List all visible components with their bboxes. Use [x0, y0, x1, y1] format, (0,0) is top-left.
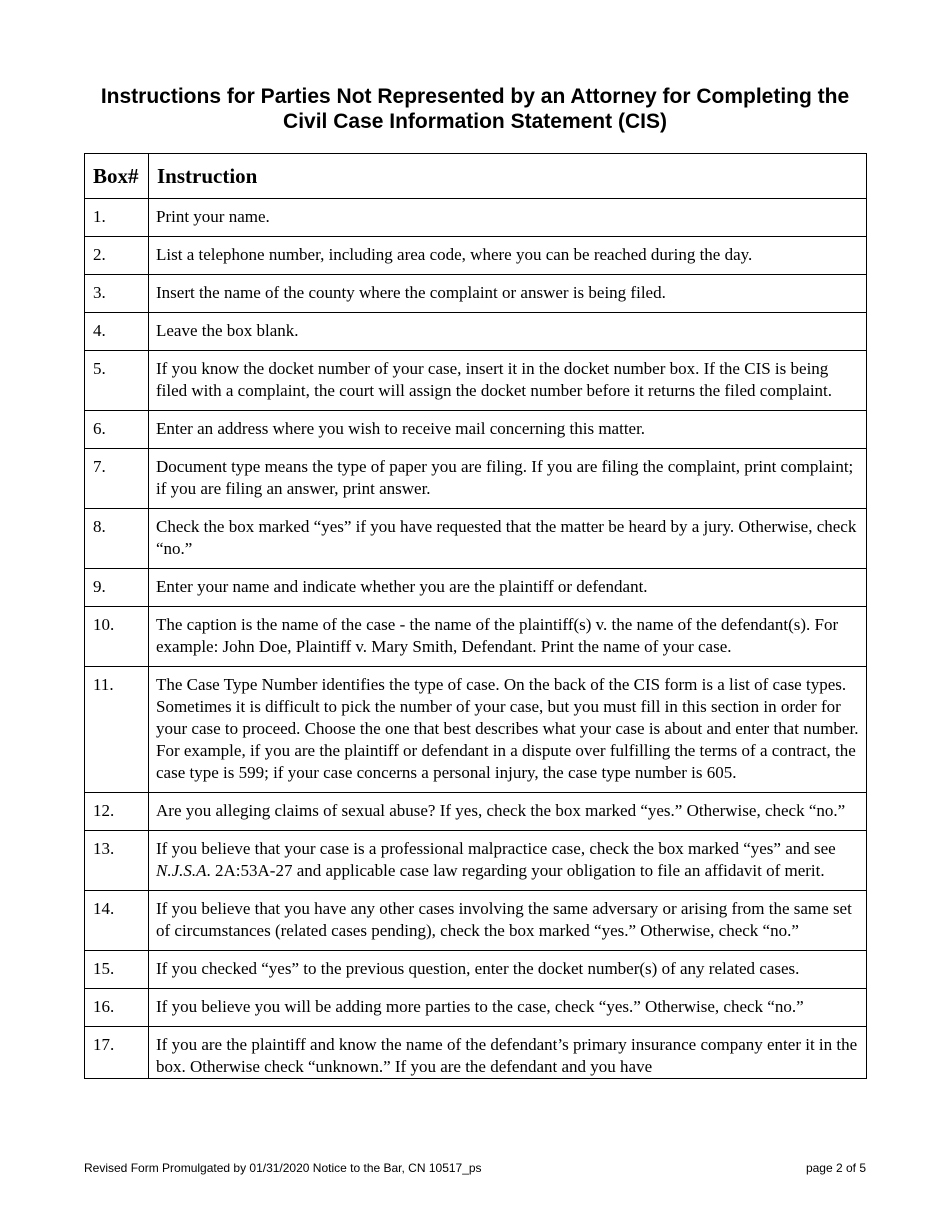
table-row [85, 607, 867, 667]
box-number: 5. [85, 351, 149, 411]
table-row [85, 199, 867, 237]
box-number: 11. [85, 667, 149, 793]
table-row [85, 793, 867, 831]
instruction-text: Insert the name of the county where the complaint or answer is being filed. [149, 275, 867, 313]
box-number: 3. [85, 275, 149, 313]
footer-revision-note: Revised Form Promulgated by 01/31/2020 Notice to the Bar, CN 10517_ps [84, 1161, 482, 1175]
instruction-text: Check the box marked “yes” if you have requested that the matter be heard by a jury. Otherwise, check “no.” [149, 509, 867, 569]
box-number: 8. [85, 509, 149, 569]
instruction-text: List a telephone number, including area code, where you can be reached during the day. [149, 237, 867, 275]
instruction-text: Enter an address where you wish to receive mail concerning this matter. [149, 411, 867, 449]
box-number: 15. [85, 951, 149, 989]
instruction-text-part: . 2A:53A-27 and applicable case law regarding your obligation to file an affidavit of merit. [206, 861, 825, 880]
table-row [85, 449, 867, 509]
box-number: 17. [85, 1027, 149, 1079]
instruction-text: Document type means the type of paper you are filing. If you are filing the complaint, print complaint; if you are filing an answer, print answer. [149, 449, 867, 509]
box-number: 2. [85, 237, 149, 275]
box-number: 12. [85, 793, 149, 831]
instruction-text: Print your name. [149, 199, 867, 237]
box-number: 10. [85, 607, 149, 667]
table-row [85, 1027, 867, 1079]
box-number: 4. [85, 313, 149, 351]
table-row [85, 313, 867, 351]
table-row [85, 667, 867, 793]
instruction-text: Are you alleging claims of sexual abuse? If yes, check the box marked “yes.” Otherwise, check “no.” [149, 793, 867, 831]
instruction-text: The caption is the name of the case - the name of the plaintiff(s) v. the name of the defendant(s). For example: John Doe, Plaintiff v. Mary Smith, Defendant. Print the name of your case. [149, 607, 867, 667]
table-row [85, 569, 867, 607]
instruction-text-part: If you believe that your case is a professional malpractice case, check the box marked “yes” and see [156, 839, 836, 858]
box-number: 14. [85, 891, 149, 951]
instruction-text: Enter your name and indicate whether you are the plaintiff or defendant. [149, 569, 867, 607]
box-number: 7. [85, 449, 149, 509]
instruction-text: The Case Type Number identifies the type of case. On the back of the CIS form is a list of case types. Sometimes it is difficult to pick the number of your case, but you must fill in this section in order for your case to proceed. Choose the one that best describes what your case is about and enter that number. For example, if you are the plaintiff or defendant in a dispute over fulfilling the terms of a contract, the case type is 599; if your case concerns a personal injury, the case type number is 605. [149, 667, 867, 793]
statute-citation: N.J.S.A [156, 861, 207, 880]
table-row [85, 351, 867, 411]
instruction-text: If you checked “yes” to the previous question, enter the docket number(s) of any related cases. [149, 951, 867, 989]
table-row [85, 509, 867, 569]
box-number: 6. [85, 411, 149, 449]
box-number: 16. [85, 989, 149, 1027]
box-number: 1. [85, 199, 149, 237]
box-number: 13. [85, 831, 149, 891]
header-box-number: Box# [85, 154, 149, 199]
table-row [85, 237, 867, 275]
page-title [60, 84, 890, 134]
page-title-line-1: Instructions for Parties Not Represented by an Attorney for Completing the [100, 85, 850, 108]
box-number: 9. [85, 569, 149, 607]
page-title-line-2: Civil Case Information Statement (CIS) [283, 110, 667, 133]
instruction-text: If you are the plaintiff and know the name of the defendant’s primary insurance company enter it in the box. Otherwise check “unknown.” If you are the defendant and you have [149, 1027, 867, 1079]
table-row [85, 989, 867, 1027]
header-instruction: Instruction [149, 154, 867, 199]
instructions-table [84, 153, 867, 1079]
table-row [85, 951, 867, 989]
instruction-text: If you know the docket number of your case, insert it in the docket number box. If the CIS is being filed with a complaint, the court will assign the docket number before it returns the filed complaint. [149, 351, 867, 411]
footer-page-number: page 2 of 5 [805, 1161, 866, 1175]
instruction-text: If you believe you will be adding more parties to the case, check “yes.” Otherwise, check “no.” [149, 989, 867, 1027]
instruction-text: Leave the box blank. [149, 313, 867, 351]
table-row [85, 831, 867, 891]
instruction-text: If you believe that you have any other cases involving the same adversary or arising from the same set of circumstances (related cases pending), check the box marked “yes.” Otherwise, check “no.” [149, 891, 867, 951]
table-row [85, 891, 867, 951]
instruction-text [149, 831, 867, 891]
table-row [85, 411, 867, 449]
table-header-row [85, 154, 867, 199]
table-row [85, 275, 867, 313]
